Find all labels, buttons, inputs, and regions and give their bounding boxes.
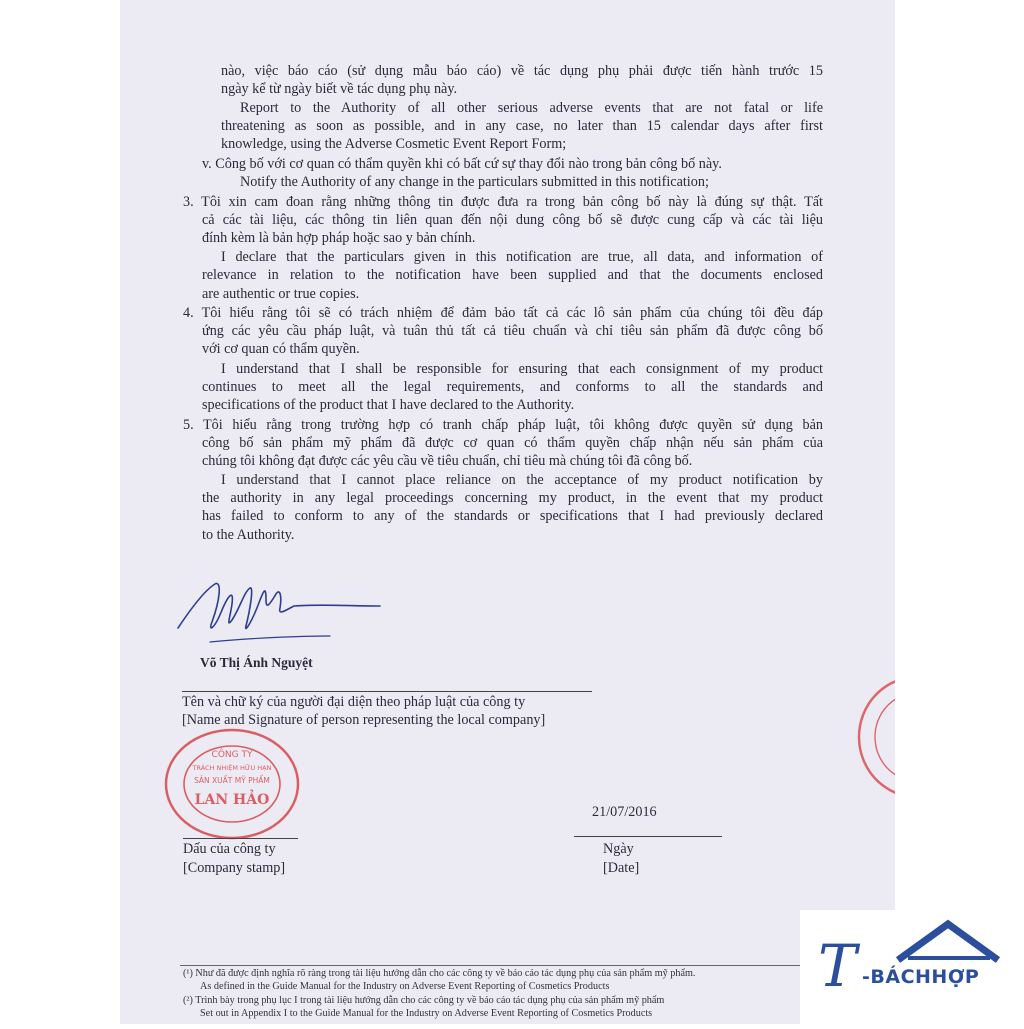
signature-label-vi: Tên và chữ ký của người đại diện theo pháp luật của công ty: [182, 694, 526, 710]
body-line: I understand that I cannot place reliance on the acceptance of my product notification by: [221, 472, 823, 488]
footnote: (¹) Như đã được định nghĩa rõ ràng trong tài liệu hướng dẫn cho các công ty về báo cáo tác dụng phụ của sản phẩm mỹ phẩm.: [183, 968, 696, 979]
handwritten-signature: [170, 570, 400, 650]
stamp-line: [183, 838, 298, 839]
body-line: nào, việc báo cáo (sử dụng mẫu báo cáo) về tác dụng phụ phải được tiến hành trước 15: [221, 63, 823, 79]
body-line: are authentic or true copies.: [202, 286, 360, 302]
body-line: the authority in any legal proceedings concerning my product, in the event that my product: [202, 490, 823, 506]
signature-line: [182, 691, 592, 692]
body-line: Report to the Authority of all other serious adverse events that are not fatal or life: [240, 100, 823, 116]
body-line: has failed to conform to any of the standards or specifications that I had previously declared: [202, 508, 823, 524]
stamp-text: TRÁCH NHIỆM HỮU HẠN: [192, 764, 272, 772]
body-line: to the Authority.: [202, 527, 295, 543]
body-line: chúng tôi không đạt được các yêu cầu về tiêu chuẩn, chỉ tiêu mà chúng tôi đã công bố.: [202, 453, 693, 469]
body-line: I declare that the particulars given in this notification are true, all data, and information of: [221, 249, 823, 265]
body-line: specifications of the product that I have declared to the Authority.: [202, 397, 575, 413]
stamp-text: SẢN XUẤT MỸ PHẨM: [194, 776, 270, 785]
body-line: 4. Tôi hiểu rằng tôi sẽ có trách nhiệm để đảm bảo tất cả các lô sản phẩm của chúng tôi đều đáp: [183, 305, 823, 321]
brand-logo: [800, 910, 1020, 1024]
body-line: threatening as soon as possible, and in any case, no later than 15 calendar days after first: [221, 118, 823, 134]
footnote: As defined in the Guide Manual for the Industry on Adverse Event Reporting of Cosmetics Products: [200, 981, 610, 992]
body-line: công bố sản phẩm mỹ phẩm đã được cơ quan có thẩm quyền chấp nhận nếu sản phẩm của: [202, 435, 823, 451]
body-line: I understand that I shall be responsible for ensuring that each consignment of my product: [221, 361, 823, 377]
body-line: với cơ quan có thẩm quyền.: [202, 341, 360, 357]
stamp-text: LAN HẢO: [194, 792, 270, 808]
body-line: 3. Tôi xin cam đoan rằng những thông tin được đưa ra trong bản công bố này là đúng sự thật. Tất: [183, 194, 823, 210]
stamp-text: CÔNG TY: [211, 750, 253, 760]
signature-label-en: [Name and Signature of person representing the local company]: [182, 712, 546, 728]
company-stamp: [160, 726, 310, 846]
body-line: ngày kể từ ngày biết về tác dụng phụ này.: [221, 81, 458, 97]
date-label-en: [Date]: [603, 860, 640, 876]
stamp-label-vi: Dấu của công ty: [183, 841, 276, 857]
date-value: 21/07/2016: [592, 804, 657, 820]
stamp-label-en: [Company stamp]: [183, 860, 286, 876]
footnote: (²) Trình bày trong phụ lục I trong tài liệu hướng dẫn cho các công ty về báo cáo tác dụng phụ của sản phẩm mỹ phẩm: [183, 995, 665, 1006]
footnote: Set out in Appendix I to the Guide Manual for the Industry on Adverse Event Reporting of Cosmetics Products: [200, 1008, 653, 1019]
date-label-vi: Ngày: [603, 841, 634, 857]
body-line: knowledge, using the Adverse Cosmetic Event Report Form;: [221, 136, 567, 152]
body-line: Notify the Authority of any change in the particulars submitted in this notification;: [240, 174, 709, 190]
body-line: continues to meet all the legal requirements, and conforms to all the standards and: [202, 379, 823, 395]
logo-letter: T: [818, 932, 857, 1000]
body-line: 5. Tôi hiểu rằng trong trường hợp có tranh chấp pháp luật, tôi không được quyền sử dụng bản: [183, 417, 823, 433]
partial-stamp-right: [855, 672, 895, 802]
body-line: relevance in relation to the notification have been supplied and that the documents enclosed: [202, 267, 823, 283]
body-line: cả các tài liệu, các thông tin liên quan đến nội dung công bố sẽ được cung cấp và các tài liệu: [202, 212, 823, 228]
body-line: đính kèm là bản hợp pháp hoặc sao y bản chính.: [202, 230, 476, 246]
signer-name: Võ Thị Ánh Nguyệt: [200, 655, 313, 670]
footnote-divider: [180, 965, 800, 966]
logo-wordmark: -BÁCHHỢP: [862, 966, 980, 988]
body-line: ứng các yêu cầu pháp luật, và tuân thủ tất cả tiêu chuẩn và chỉ tiêu sản phẩm đã được công bố: [202, 323, 823, 339]
body-line: v. Công bố với cơ quan có thẩm quyền khi có bất cứ sự thay đổi nào trong bản công bố này.: [202, 156, 722, 172]
date-line: [574, 836, 722, 837]
